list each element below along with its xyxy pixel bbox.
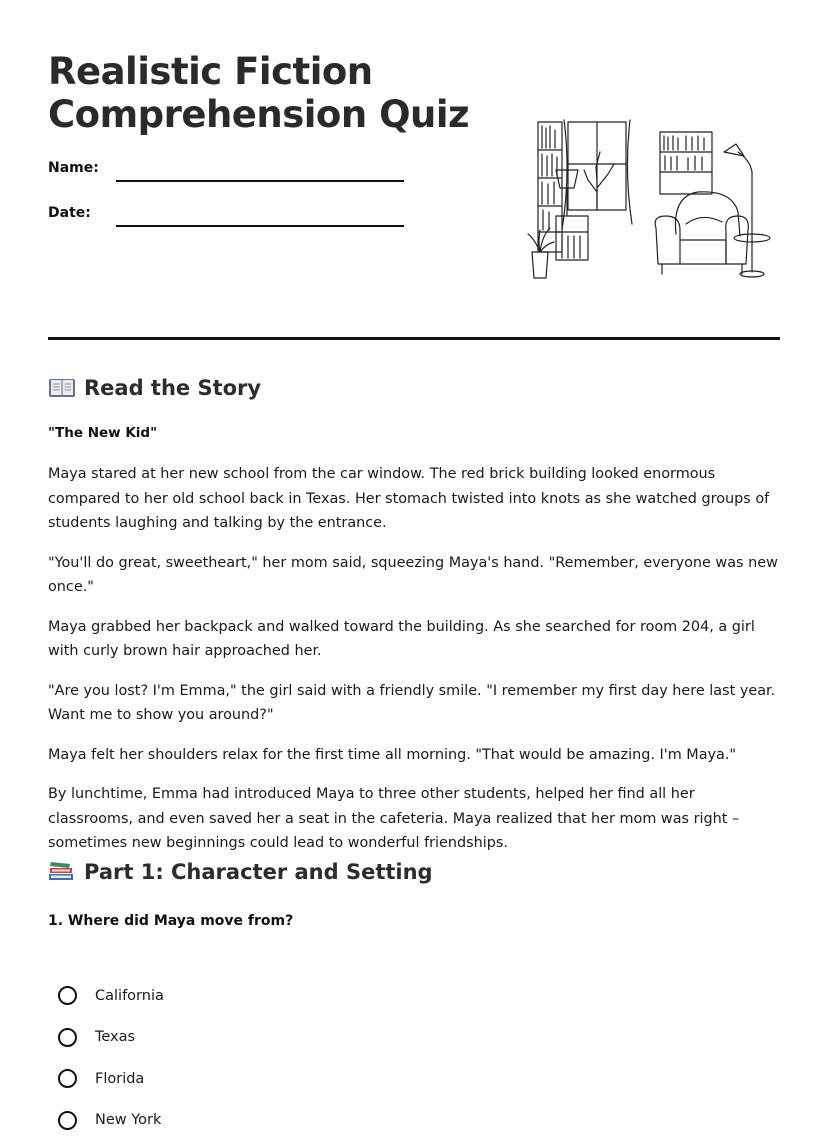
story-paragraph: By lunchtime, Emma had introduced Maya to three other students, helped her find all her classrooms, and even saved her a seat in the cafeteria. Maya realized that her mom was right – sometimes new beginnings could lead to wonderful friendships.: [48, 782, 780, 856]
part1-title: Part 1: Character and Setting: [84, 860, 433, 884]
radio-button[interactable]: [58, 1111, 77, 1130]
story-paragraph: "You'll do great, sweetheart," her mom said, squeezing Maya's hand. "Remember, everyone was new once.": [48, 551, 780, 600]
radio-button[interactable]: [58, 986, 77, 1005]
radio-button[interactable]: [58, 1028, 77, 1047]
date-field[interactable]: [116, 225, 404, 227]
option-california[interactable]: [58, 975, 164, 1017]
option-label: California: [95, 988, 164, 1004]
radio-button[interactable]: [58, 1069, 77, 1088]
option-florida[interactable]: [58, 1058, 164, 1100]
story-text: [48, 462, 780, 871]
option-label: Florida: [95, 1071, 144, 1087]
header-divider: [48, 337, 780, 340]
option-label: Texas: [95, 1029, 135, 1045]
read-section-heading: [48, 376, 261, 400]
name-label: Name:: [48, 160, 99, 176]
story-paragraph: Maya stared at her new school from the car window. The red brick building looked enormous compared to her old school back in Texas. Her stomach twisted into knots as she watched groups of students laughing and talking by the entrance.: [48, 462, 780, 536]
story-paragraph: "Are you lost? I'm Emma," the girl said with a friendly smile. "I remember my first day here last year. Want me to show you around?": [48, 679, 780, 728]
story-title: "The New Kid": [48, 425, 157, 441]
page-title: Realistic Fiction Comprehension Quiz: [48, 50, 508, 136]
option-texas[interactable]: [58, 1017, 164, 1059]
name-field[interactable]: [116, 180, 404, 182]
question-1: 1. Where did Maya move from?: [48, 913, 293, 929]
reading-room-illustration: [526, 112, 776, 292]
open-book-icon: [48, 376, 76, 400]
option-new-york[interactable]: [58, 1100, 164, 1141]
question-1-options: [58, 975, 164, 1141]
part1-heading: [48, 860, 433, 884]
date-field-row: [48, 205, 408, 235]
stacked-books-icon: [48, 860, 76, 884]
option-label: New York: [95, 1112, 161, 1128]
date-label: Date:: [48, 205, 91, 221]
read-section-title: Read the Story: [84, 376, 261, 400]
name-field-row: [48, 160, 408, 190]
story-paragraph: Maya grabbed her backpack and walked toward the building. As she searched for room 204, a girl with curly brown hair approached her.: [48, 615, 780, 664]
story-paragraph: Maya felt her shoulders relax for the first time all morning. "That would be amazing. I'm Maya.": [48, 743, 780, 768]
